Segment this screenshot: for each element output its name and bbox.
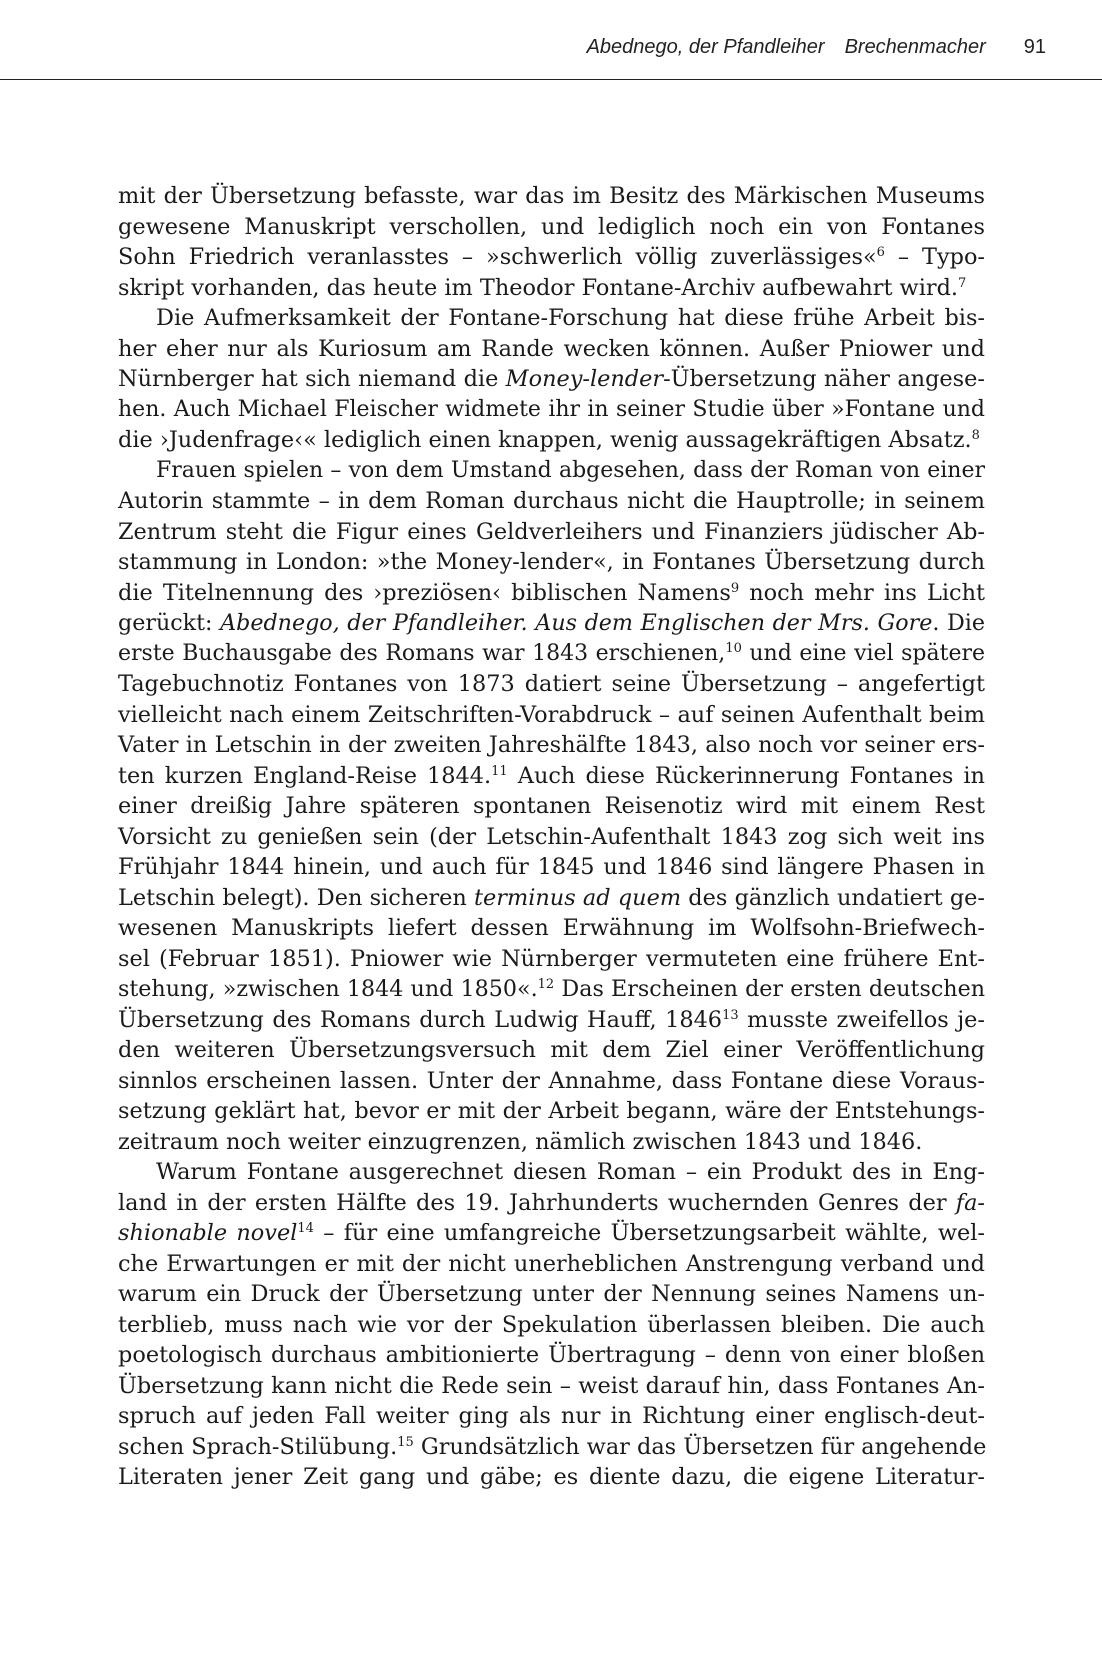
text-line: wesenen Manuskripts liefert dessen Erwähnung im Wolfsohn-Briefwech-: [118, 915, 985, 941]
text-line: land in der ersten Hälfte des 19. Jahrhunderts wuchernden Genres der fa-: [118, 1189, 985, 1216]
text-line: Frühjahr 1844 hinein, und auch für 1845 und 1846 sind längere Phasen in: [118, 854, 985, 880]
page-number: 91: [1023, 36, 1046, 58]
footnote-ref: 12: [537, 977, 555, 992]
text-line: warum ein Druck der Übersetzung unter der Nennung seines Namens un-: [118, 1281, 985, 1307]
text-line: Sohn Friedrich veranlasstes – »schwerlich völlig zuverlässiges«$^6$ – Typo-: [118, 244, 985, 270]
footnote-ref: 13: [722, 1007, 739, 1023]
text-line: die Titelnennung des ›preziösen‹ biblischen Namens$^9$ noch mehr ins Licht: [118, 579, 985, 606]
text-line: zeitraum noch weiter einzugrenzen, nämlich zwischen 1843 und 1846.: [118, 1128, 923, 1155]
header-text: [587, 36, 1046, 59]
text-line: mit der Übersetzung befasste, war das im Besitz des Märkischen Museums: [118, 183, 985, 209]
running-header: [0, 0, 1102, 80]
text-line: Literaten jener Zeit gang und gäbe; es diente dazu, die eigene Literatur-: [118, 1464, 985, 1490]
text-line: schen Sprach-Stilübung.$^{15}$ Grundsätzlich war das Übersetzen für angehende: [118, 1433, 987, 1460]
text-line: Autorin stammte – in dem Roman durchaus nicht die Hauptrolle; in seinem: [118, 488, 985, 514]
text-line: Zentrum steht die Figur eines Geldverleihers und Finanziers jüdischer Ab-: [118, 518, 985, 545]
text-line: vielleicht nach einem Zeitschriften-Vorabdruck – auf seinen Aufenthalt beim: [118, 701, 985, 728]
text-line: den weiteren Übersetzungsversuch mit dem Ziel einer Veröffentlichung: [118, 1037, 985, 1063]
text-line: poetologisch durchaus ambitionierte Übertragung – denn von einer bloßen: [118, 1342, 985, 1368]
text-line: gewesene Manuskript verschollen, und lediglich noch ein von Fontanes: [118, 213, 985, 240]
text-line: skript vorhanden, das heute im Theodor Fontane-Archiv aufbewahrt wird.$^7$: [118, 274, 967, 301]
footnote-ref: 6: [876, 245, 885, 260]
text-line: sel (Februar 1851). Pniower wie Nürnberger vermuteten eine frühere Ent-: [118, 945, 985, 972]
text-line: Frauen spielen – von dem Umstand abgesehen, dass der Roman von einer: [156, 457, 985, 483]
running-title: Abednego, der Pfandleiher: [586, 36, 825, 58]
text-line: che Erwartungen er mit der nicht unerheblichen Anstrengung verband und: [118, 1250, 985, 1277]
text-line: erste Buchausgabe des Romans war 1843 erschienen,$^{10}$ und eine viel spätere: [118, 640, 985, 666]
text-line: Nürnberger hat sich niemand die Money-lender-Übersetzung näher angese-: [118, 366, 985, 392]
body-text: [118, 181, 985, 1493]
text-line: die ›Judenfrage‹« lediglich einen knappen, wenig aussagekräftigen Absatz.$^8$: [118, 427, 980, 453]
footnote-ref: 8: [971, 428, 980, 443]
text-line: Übersetzung kann nicht die Rede sein – weist darauf hin, dass Fontanes An-: [118, 1372, 985, 1399]
text-line: hen. Auch Michael Fleischer widmete ihr in seiner Studie über »Fontane und: [118, 396, 985, 422]
text-line: stehung, »zwischen 1844 und 1850«.$^{12}$ Das Erscheinen der ersten deutschen: [118, 976, 985, 1002]
footnote-ref: 15: [397, 1434, 414, 1450]
footnote-ref: 11: [491, 763, 508, 779]
footnote-ref: 14: [297, 1221, 314, 1236]
text-line: setzung geklärt hat, bevor er mit der Arbeit begann, wäre der Entstehungs-: [118, 1098, 985, 1124]
footnote-ref: 7: [958, 275, 967, 291]
text-line: einer dreißig Jahre späteren spontanen Reisenotiz wird mit einem Rest: [118, 793, 985, 819]
text-line: Letschin belegt). Den sicheren terminus ad quem des gänzlich undatiert ge-: [118, 884, 985, 911]
footnote-ref: 9: [730, 580, 740, 596]
running-author: Brechenmacher: [844, 36, 986, 58]
text-line: ten kurzen England-Reise 1844.11 Auch diese Rückerinnerung Fontanes in: [118, 762, 985, 789]
text-line: Vorsicht zu genießen sein (der Letschin-Aufenthalt 1843 zog sich weit ins: [118, 823, 985, 850]
text-line: gerückt: Abednego, der Pfandleiher. Aus dem Englischen der Mrs. Gore. Die: [118, 610, 986, 636]
text-line: shionable novel$^{14}$ – für eine umfangreiche Übersetzungsarbeit wählte, wel-: [118, 1220, 985, 1246]
text-line: Die Aufmerksamkeit der Fontane-Forschung hat diese frühe Arbeit bis-: [156, 305, 985, 331]
text-line: Tagebuchnotiz Fontanes von 1873 datiert seine Übersetzung – angefertigt: [118, 671, 985, 697]
footnote-ref: 10: [725, 640, 742, 656]
text-line: her eher nur als Kuriosum am Rande wecken können. Außer Pniower und: [118, 335, 985, 362]
text-line: Warum Fontane ausgerechnet diesen Roman – ein Produkt des in Eng-: [156, 1159, 985, 1185]
text-line: terblieb, muss nach wie vor der Spekulation überlassen bleiben. Die auch: [118, 1311, 985, 1338]
text-line: spruch auf jeden Fall weiter ging als nur in Richtung einer englisch-deut-: [118, 1403, 985, 1429]
text-line: Übersetzung des Romans durch Ludwig Hauff, 1846$^{13}$ musste zweifellos je-: [118, 1006, 985, 1033]
text-line: sinnlos erscheinen lassen. Unter der Annahme, dass Fontane diese Voraus-: [118, 1067, 985, 1094]
text-line: stammung in London: »the Money-lender«, in Fontanes Übersetzung durch: [118, 549, 985, 575]
text-line: Vater in Letschin in der zweiten Jahreshälfte 1843, also noch vor seiner ers-: [118, 732, 985, 758]
